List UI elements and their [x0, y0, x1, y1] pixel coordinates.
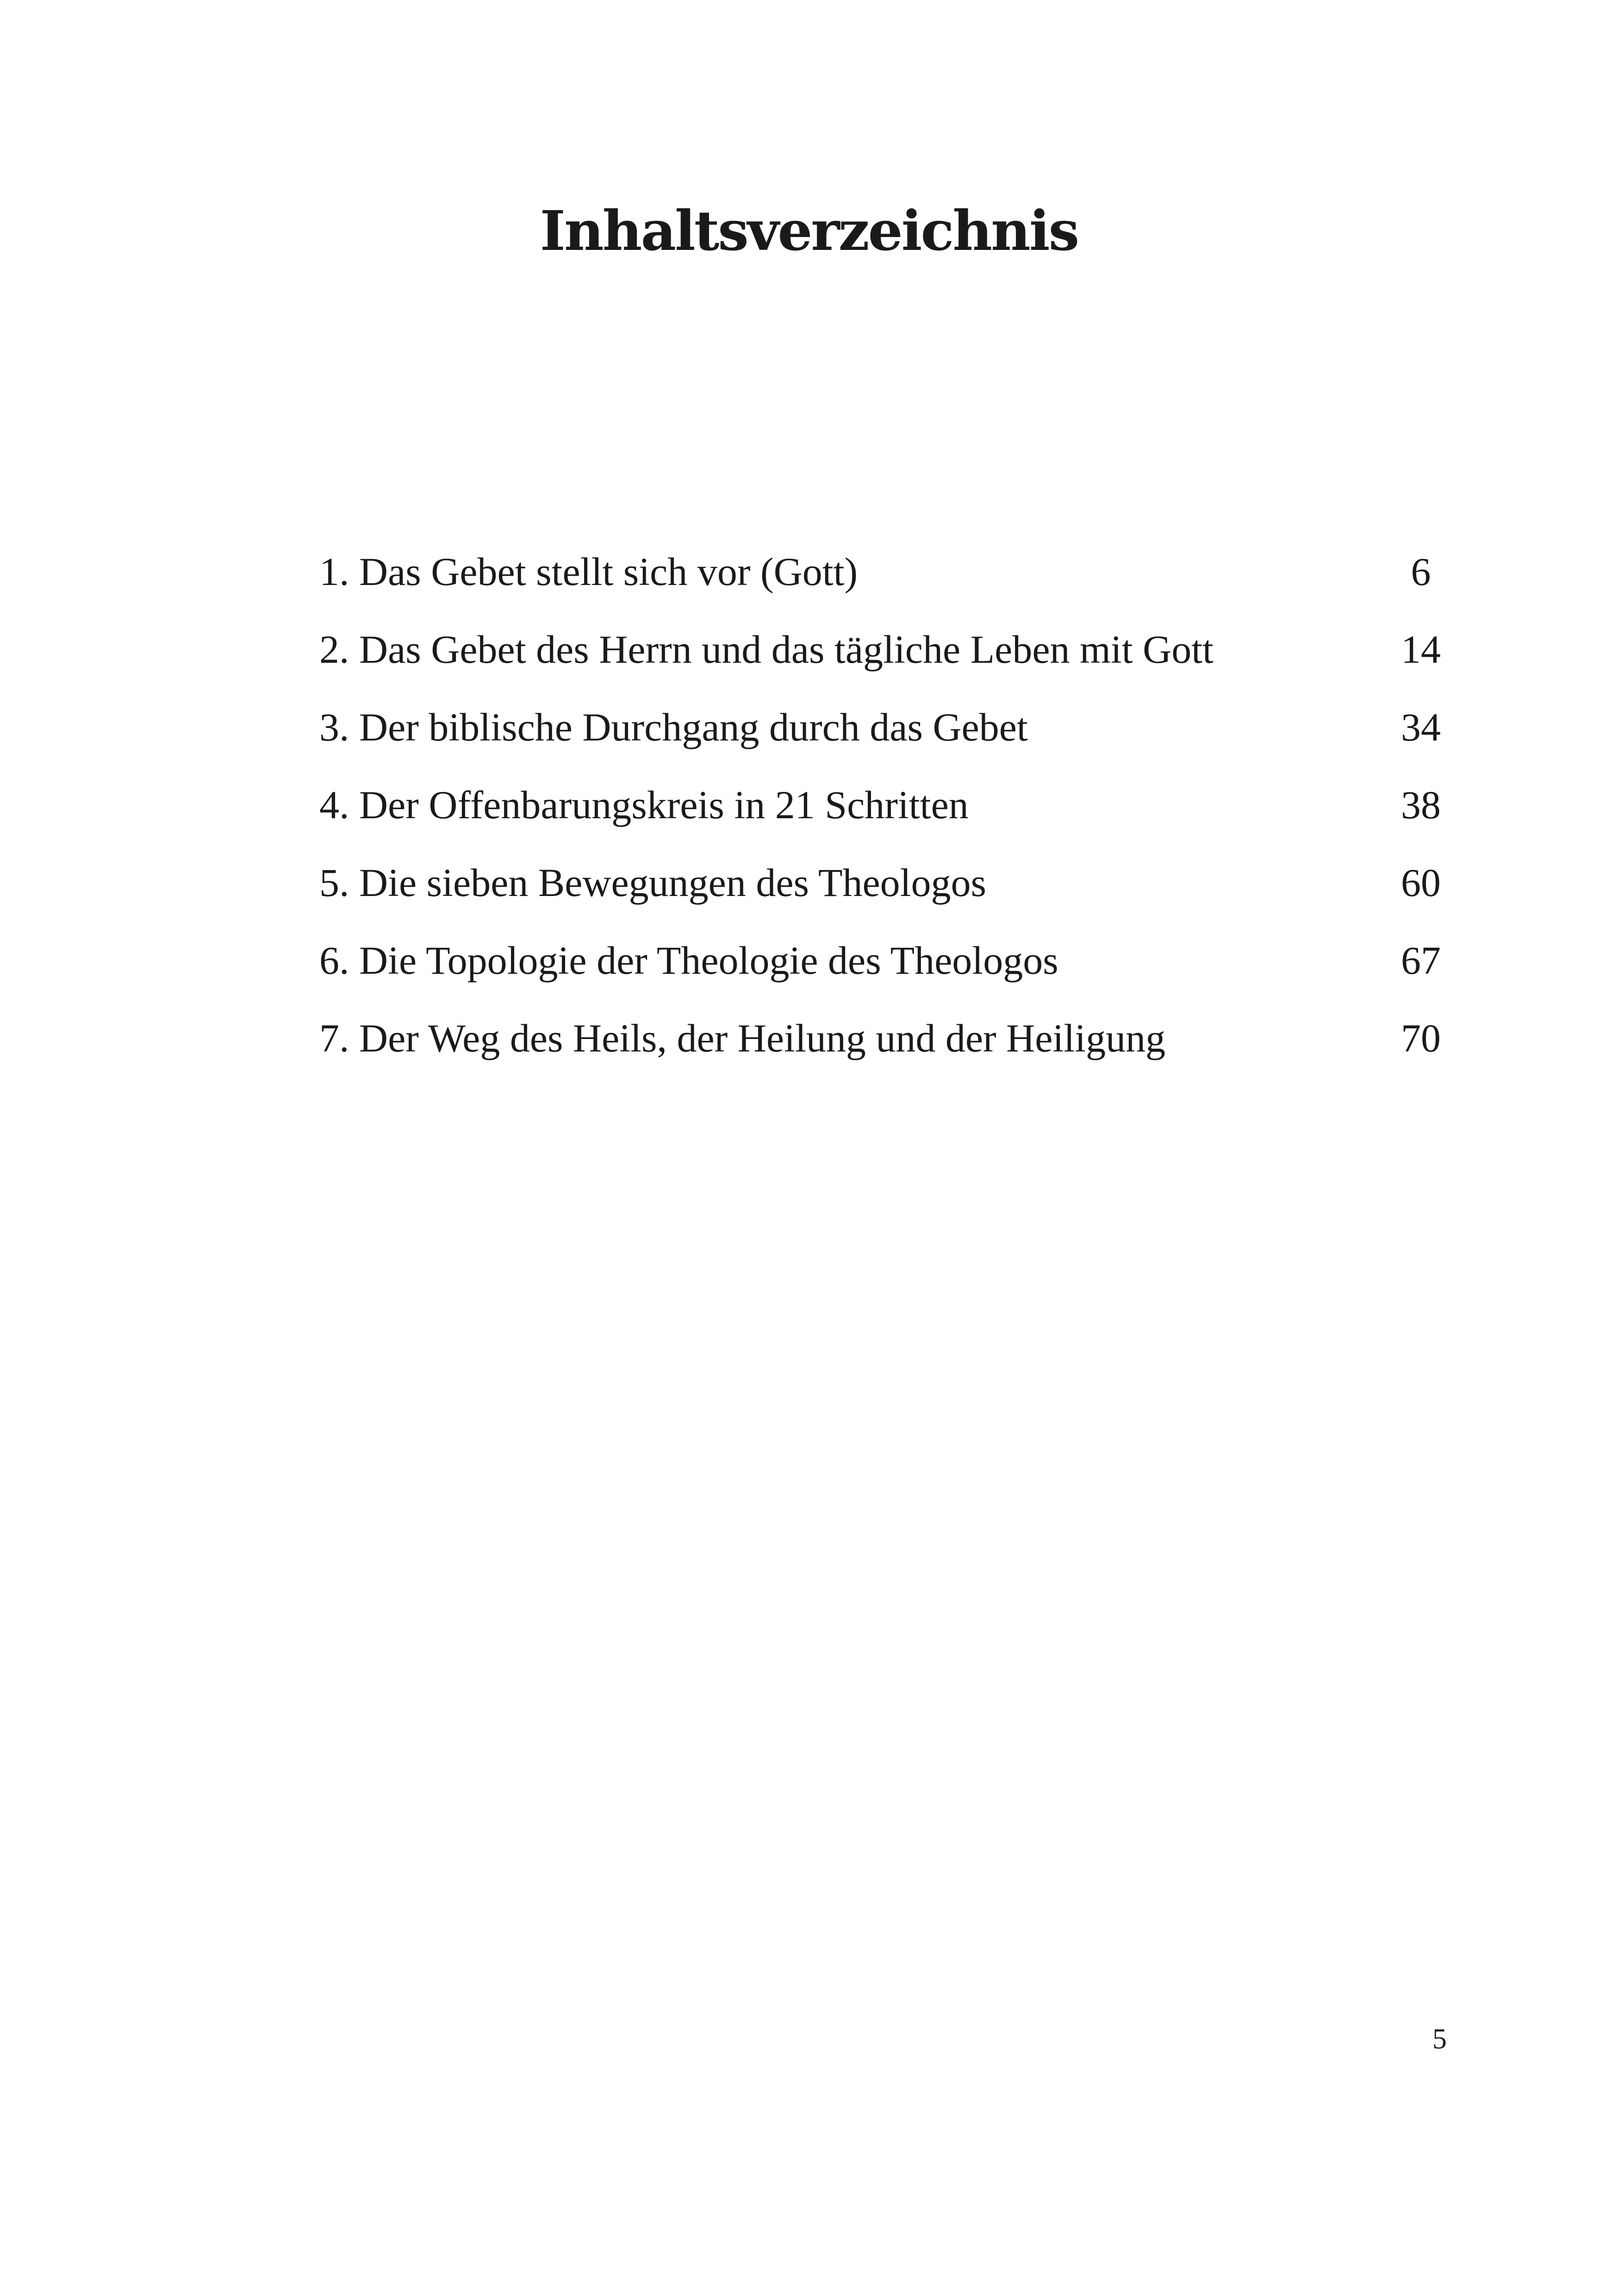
toc-entry-page: 38	[1401, 783, 1441, 827]
toc-entry[interactable]	[319, 933, 1467, 1010]
toc-entry-title: 7. Der Weg des Heils, der Heilung und der Heiligung	[319, 1016, 1166, 1060]
toc-entry-page: 34	[1401, 705, 1441, 749]
toc-entry-page: 60	[1401, 860, 1441, 905]
toc-entry-title: 5. Die sieben Bewegungen des Theologos	[319, 860, 987, 905]
toc-entry-title: 4. Der Offenbarungskreis in 21 Schritten	[319, 783, 969, 827]
toc-entry-title: 2. Das Gebet des Herrn und das tägliche Leben mit Gott	[319, 627, 1214, 672]
toc-entry[interactable]	[319, 544, 1467, 622]
page-number: 5	[1432, 2023, 1447, 2055]
toc-entry-page: 14	[1401, 627, 1441, 672]
toc-entry-title: 3. Der biblische Durchgang durch das Gebet	[319, 705, 1028, 749]
toc-entry-page: 6	[1411, 549, 1431, 594]
toc-entry-page: 70	[1401, 1016, 1441, 1060]
toc-entry-title: 6. Die Topologie der Theologie des Theologos	[319, 938, 1058, 983]
table-of-contents	[319, 544, 1467, 1088]
page-title: Inhaltsverzeichnis	[540, 199, 1078, 263]
toc-entry[interactable]	[319, 622, 1467, 699]
toc-entry[interactable]	[319, 777, 1467, 855]
toc-entry[interactable]	[319, 699, 1467, 777]
toc-entry-title: 1. Das Gebet stellt sich vor (Gott)	[319, 549, 858, 594]
toc-entry-page: 67	[1401, 938, 1441, 983]
toc-entry[interactable]	[319, 1010, 1467, 1088]
toc-entry[interactable]	[319, 855, 1467, 933]
